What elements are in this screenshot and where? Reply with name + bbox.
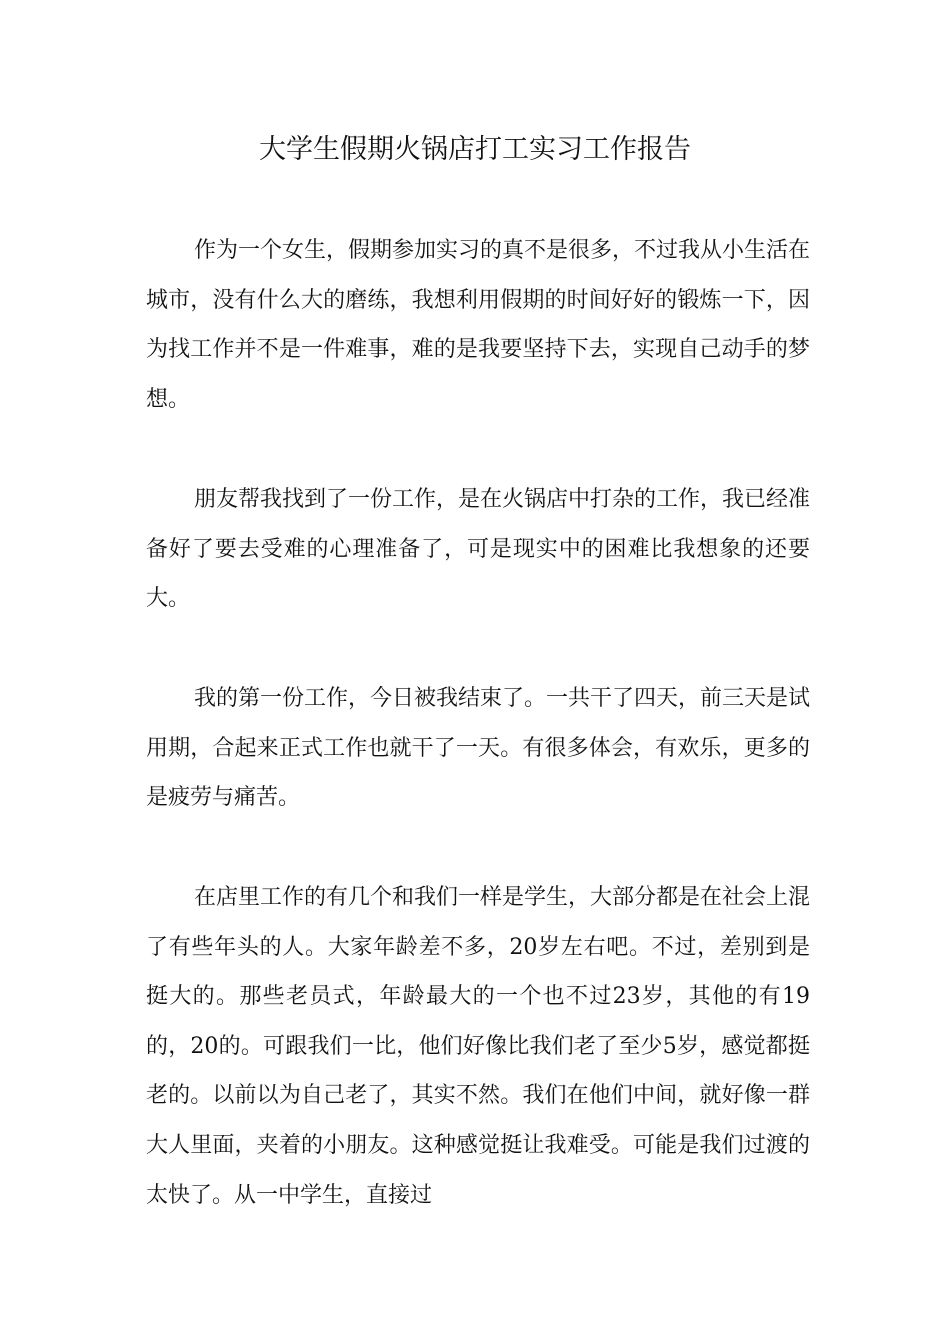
paragraph-4: 在店里工作的有几个和我们一样是学生，大部分都是在社会上混了有些年头的人。大家年龄差不多，20岁左右吧。不过，差别到是挺大的。那些老员式，年龄最大的一个也不过23岁，其他的有19的，20的。可跟我们一比，他们好像比我们老了至少5岁，感觉都挺老的。以前以为自己老了，其实不然。我们在他们中间，就好像一群大人里面，夹着的小朋友。这种感觉挺让我难受。可能是我们过渡的太快了。从一中学生，直接过: [146, 885, 811, 1208]
document-title: 大学生假期火锅店打工实习工作报告: [259, 134, 691, 165]
paragraph-1: 作为一个女生，假期参加实习的真不是很多，不过我从小生活在城市，没有什么大的磨练，我想利用假期的时间好好的锻炼一下，因为找工作并不是一件难事，难的是我要坚持下去，实现自己动手的梦想。: [146, 238, 811, 412]
paragraph-2: 朋友帮我找到了一份工作，是在火锅店中打杂的工作，我已经准备好了要去受难的心理准备了，可是现实中的困难比我想象的还要大。: [146, 487, 811, 612]
paragraph-3: 我的第一份工作，今日被我结束了。一共干了四天，前三天是试用期，合起来正式工作也就干了一天。有很多体会，有欢乐，更多的是疲劳与痛苦。: [146, 686, 811, 811]
